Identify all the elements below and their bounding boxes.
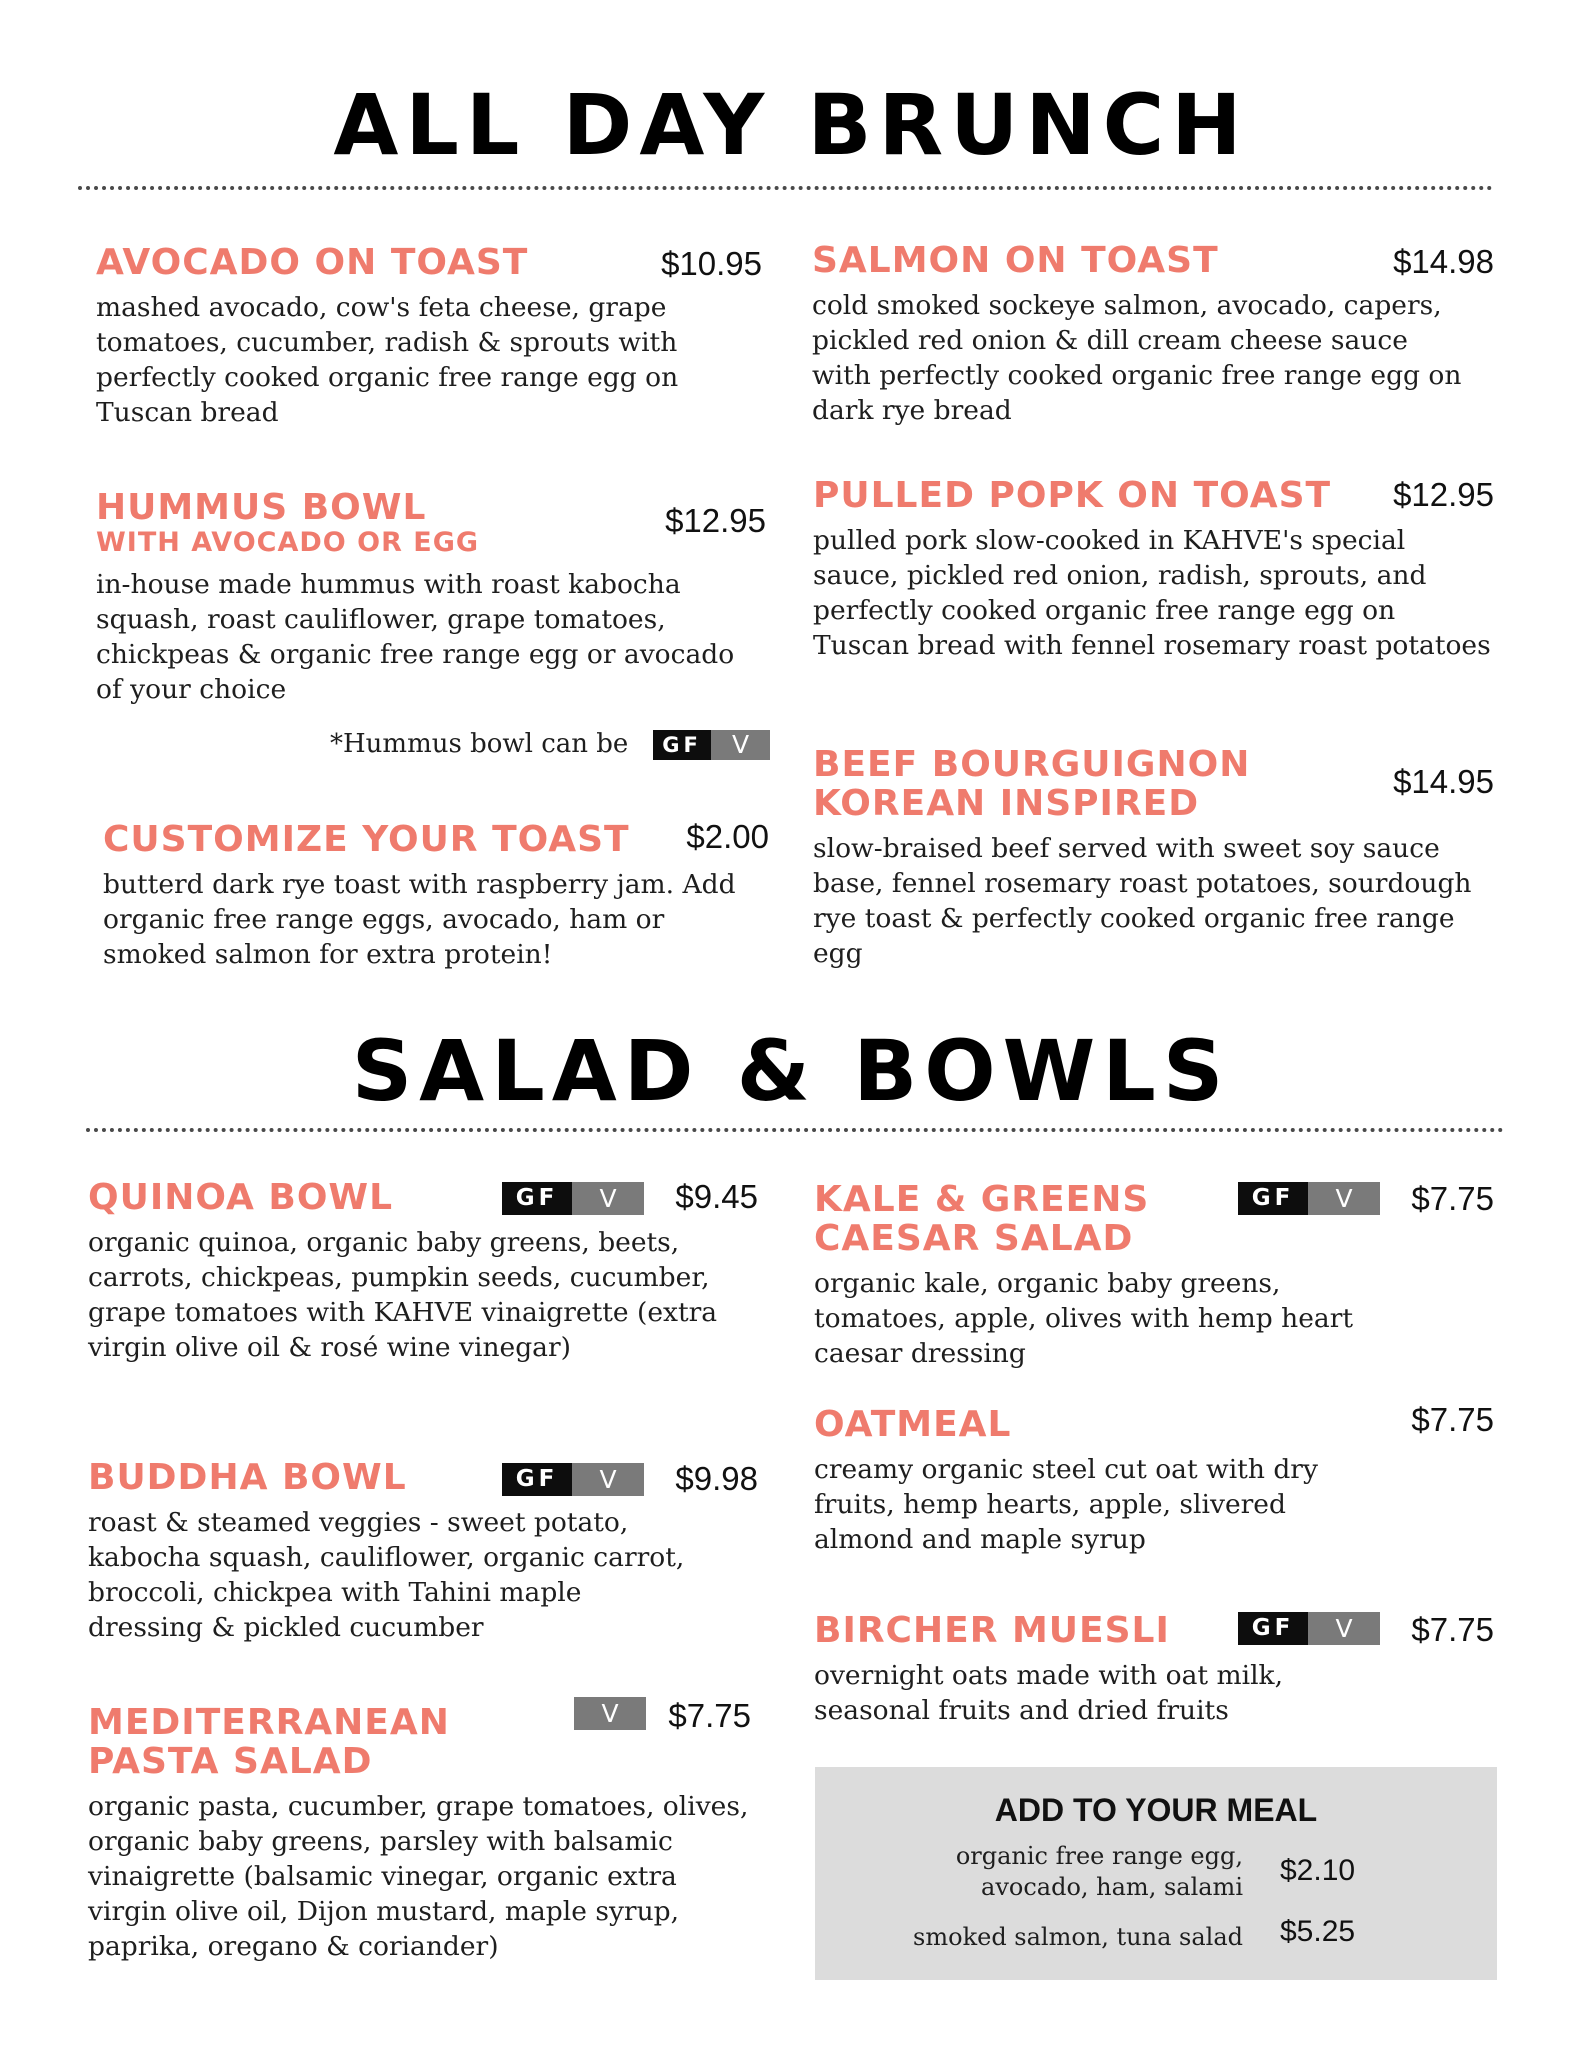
add-on-label-line1: organic free range egg, [955, 1842, 1243, 1870]
salad-divider [86, 1128, 1504, 1132]
item-description: butterd dark rye toast with raspberry jam. Add organic free range eggs, avocado, ham or smoked salmon for extra protein! [103, 869, 736, 970]
item-price: $2.00 [686, 818, 769, 855]
vegan-badge: V [574, 1697, 646, 1730]
item-name: PULLED POPK ON TOAST [813, 475, 1332, 516]
menu-item-buddha-bowl [88, 1458, 758, 1645]
item-name-line2: KOREAN INSPIRED [813, 783, 1200, 824]
mediterranean-diet-badges [574, 1697, 646, 1730]
item-price: $7.75 [1411, 1611, 1494, 1648]
add-on-egg-avocado-label [956, 1841, 1243, 1903]
add-to-meal-box [815, 1767, 1497, 1980]
vegan-badge: V [1308, 1182, 1380, 1215]
item-name-line2: PASTA SALAD [88, 1741, 373, 1782]
gluten-free-badge: GF [502, 1182, 572, 1215]
item-description: overnight oats made with oat milk, seasonal fruits and dried fruits [814, 1660, 1284, 1726]
item-name: QUINOA BOWL [88, 1177, 394, 1218]
menu-item-customize-your-toast [103, 820, 769, 972]
item-price: $10.95 [661, 245, 762, 282]
brunch-divider [78, 186, 1493, 190]
add-to-meal-title: ADD TO YOUR MEAL [994, 1792, 1318, 1828]
menu-item-avocado-on-toast [96, 243, 762, 430]
item-description: pulled pork slow-cooked in KAHVE's special sauce, pickled red onion, radish, sprouts, and perfectly cooked organic free range egg on Tuscan bread with fennel rosemary roast potatoes [813, 525, 1491, 661]
item-name: BUDDHA BOWL [88, 1457, 407, 1498]
add-on-egg-avocado-price: $2.10 [1280, 1854, 1356, 1887]
item-name: HUMMUS BOWL [96, 487, 427, 528]
menu-item-bircher-muesli [814, 1611, 1494, 1728]
item-price: $7.75 [1411, 1180, 1494, 1217]
vegan-badge: V [572, 1463, 644, 1496]
item-price: $14.98 [1393, 243, 1494, 280]
item-name: OATMEAL [814, 1404, 1012, 1445]
item-name-line1: KALE & GREENS [814, 1179, 1150, 1220]
salad-section-title: SALAD & BOWLS [351, 1022, 1231, 1120]
menu-item-quinoa-bowl [88, 1178, 758, 1365]
kale-diet-badges [1238, 1182, 1380, 1215]
gluten-free-badge: GF [653, 730, 711, 760]
vegan-badge: V [711, 730, 770, 760]
menu-item-pulled-pork-on-toast [813, 476, 1494, 663]
add-on-salmon-tuna-price: $5.25 [1280, 1915, 1356, 1948]
buddha-diet-badges [502, 1463, 644, 1496]
menu-item-beef-bourguignon [813, 745, 1494, 971]
item-name-line1: BEEF BOURGUIGNON [813, 744, 1251, 785]
item-description: organic quinoa, organic baby greens, beets, carrots, chickpeas, pumpkin seeds, cucumber, grape tomatoes with KAHVE vinaigrette (extra virgin olive oil & rosé wine vinegar) [88, 1227, 718, 1363]
item-description: roast & steamed veggies - sweet potato, kabocha squash, cauliflower, organic carrot, broccoli, chickpea with Tahini maple dressing & pickled cucumber [88, 1507, 685, 1643]
brunch-section-title: ALL DAY BRUNCH [333, 76, 1249, 174]
menu-item-mediterranean-pasta-salad [88, 1697, 758, 1964]
quinoa-diet-badges [502, 1182, 644, 1215]
item-price: $9.45 [675, 1178, 758, 1215]
item-description: cold smoked sockeye salmon, avocado, capers, pickled red onion & dill cream cheese sauce with perfectly cooked organic free range egg on dark rye bread [812, 290, 1462, 426]
item-name: AVOCADO ON TOAST [96, 242, 529, 283]
add-on-label-line2: avocado, ham, salami [981, 1873, 1243, 1901]
item-description: slow-braised beef served with sweet soy sauce base, fennel rosemary roast potatoes, sourdough rye toast & perfectly cooked organic free range egg [813, 833, 1472, 969]
gluten-free-badge: GF [502, 1463, 572, 1496]
add-on-salmon-tuna-label: smoked salmon, tuna salad [913, 1923, 1243, 1951]
gluten-free-badge: GF [1238, 1182, 1308, 1215]
hummus-diet-note: *Hummus bowl can be [330, 729, 629, 759]
item-name-line1: MEDITERRANEAN [88, 1702, 450, 1743]
vegan-badge: V [1308, 1612, 1380, 1645]
item-price: $12.95 [665, 502, 766, 539]
bircher-diet-badges [1238, 1612, 1380, 1645]
gluten-free-badge: GF [1238, 1612, 1308, 1645]
item-name-line2: CAESAR SALAD [814, 1218, 1134, 1259]
hummus-diet-badges [653, 730, 770, 760]
item-description: mashed avocado, cow's feta cheese, grape tomatoes, cucumber, radish & sprouts with perfectly cooked organic free range egg on Tuscan bread [96, 292, 679, 428]
item-price: $7.75 [668, 1697, 751, 1734]
vegan-badge: V [572, 1182, 644, 1215]
item-price: $7.75 [1411, 1401, 1494, 1438]
menu-item-hummus-bowl [96, 488, 766, 707]
menu-item-salmon-on-toast [812, 241, 1494, 428]
item-name: BIRCHER MUESLI [814, 1610, 1170, 1651]
item-price: $12.95 [1393, 476, 1494, 513]
item-description: organic kale, organic baby greens, tomatoes, apple, olives with hemp heart caesar dressing [814, 1268, 1354, 1369]
item-description: in-house made hummus with roast kabocha squash, roast cauliflower, grape tomatoes, chickpeas & organic free range egg or avocado of your choice [96, 569, 735, 705]
item-price: $9.98 [675, 1460, 758, 1497]
menu-item-oatmeal [814, 1401, 1494, 1557]
menu-item-kale-greens-caesar-salad [814, 1180, 1494, 1371]
item-description: organic pasta, cucumber, grape tomatoes, olives, organic baby greens, parsley with balsamic vinaigrette (balsamic vinegar, organic extra virgin olive oil, Dijon mustard, maple syrup, paprika, oregano & coriander) [88, 1791, 749, 1962]
item-name: CUSTOMIZE YOUR TOAST [103, 819, 630, 860]
item-price: $14.95 [1393, 763, 1494, 800]
item-subtitle: WITH AVOCADO OR EGG [96, 527, 480, 558]
item-description: creamy organic steel cut oat with dry fruits, hemp hearts, apple, slivered almond and maple syrup [814, 1454, 1318, 1555]
item-name: SALMON ON TOAST [812, 240, 1219, 281]
